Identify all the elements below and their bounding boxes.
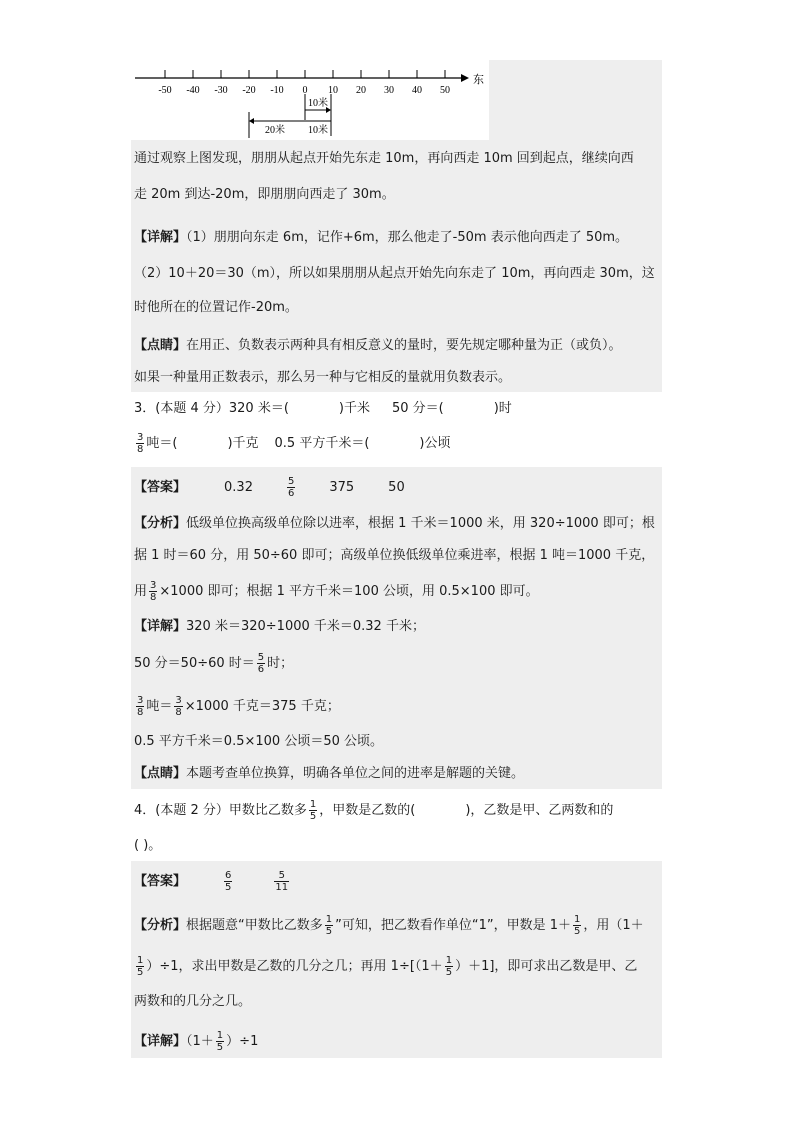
q3-detail-line-2: 50 分＝50÷60 时＝ $\frac{5}{6}$ 时； <box>134 652 294 675</box>
seg-label-10m-bottom: 10米 <box>308 125 328 136</box>
answer-1-fraction: $\frac{6}{5}$ <box>225 870 232 893</box>
q3-text-b: )千米 <box>338 401 370 416</box>
fraction-1-5: $\frac{1}{5}$ <box>137 955 144 978</box>
tick-label: 40 <box>412 85 422 96</box>
analysis-tag: 【分析】 <box>134 516 187 531</box>
q4-analysis-line-3: 两数和的几分之几。 <box>134 994 252 1009</box>
tick-label: -20 <box>242 85 256 96</box>
tick-label: 50 <box>440 85 450 96</box>
answer-tag: 【答案】 <box>134 874 187 889</box>
number-line-figure <box>131 60 491 140</box>
q3-question-line-1 <box>134 400 512 418</box>
tick-label: -30 <box>214 85 228 96</box>
observation-line-1: 通过观察上图发现，朋朋从起点开始先东走 10m，再向西走 10m 回到起点，继续向西 <box>134 151 634 166</box>
fraction-3-8: $\frac{3}{8}$ <box>175 695 182 718</box>
tick-label: -40 <box>186 85 200 96</box>
q3-analysis-line-2: 据 1 时＝60 分，用 50÷60 即可；高级单位换低级单位乘进率，根据 1 吨＝1000 千克， <box>134 548 655 563</box>
analysis-text: 低级单位换高级单位除以进率，根据 1 千米＝1000 米，用 320÷1000 即可；根 <box>186 516 655 531</box>
answer-tag: 【答案】 <box>134 480 187 495</box>
q4-question-line-1: 4．(本题 2 分）甲数比乙数多 $\frac{1}{5}$ ，甲数是乙数的( )，乙数是甲、乙两数和的 <box>134 799 614 822</box>
point-text: 在用正、负数表示两种具有相反意义的量时，要先规定哪种量为正（或负）。 <box>186 338 622 353</box>
point-tag: 【点睛】 <box>134 338 187 353</box>
tick-label: 10 <box>328 85 338 96</box>
east-label: 东 <box>473 74 484 86</box>
q2-point-line-1 <box>134 337 622 355</box>
q3-text-f: )千克 <box>227 436 259 451</box>
fraction-1-5: $\frac{1}{5}$ <box>325 914 333 937</box>
tick-label: -10 <box>270 85 284 96</box>
q4-analysis-line-1: 【分析】根据题意“甲数比乙数多 $\frac{1}{5}$ ”可知，把乙数看作单位“1”，甲数是 1＋ $\frac{1}{5}$ ，用（1＋ <box>134 914 644 937</box>
detail-text: （1）朋朋向东走 6m，记作+6m，那么他走了-50m 表示他向西走了 50m。 <box>186 230 629 245</box>
answer-1: 0.32 <box>224 480 253 495</box>
q3-detail-line-3: $\frac{3}{8}$ 吨＝ $\frac{3}{8}$ ×1000 千克＝375 千克； <box>137 695 340 718</box>
q3-analysis-line-3: 用 $\frac{3}{8}$ ×1000 即可；根据 1 平方千米＝100 公顷，用 0.5×100 即可。 <box>134 580 539 603</box>
seg-label-10m-top: 10米 <box>308 98 328 109</box>
q3-text-g: 0.5 平方千米＝( <box>274 436 370 451</box>
q2-detail-line-1 <box>134 229 628 247</box>
tick-label: 30 <box>384 85 394 96</box>
detail-tag: 【详解】 <box>134 619 187 634</box>
q3-analysis-line-1 <box>134 515 655 533</box>
q4-detail-line: 【详解】（1＋ $\frac{1}{5}$ ）÷1 <box>134 1030 259 1053</box>
point-text: 本题考查单位换算，明确各单位之间的进率是解题的关键。 <box>186 766 525 781</box>
q3-text-d: )时 <box>493 401 512 416</box>
q4-answer-line <box>134 870 291 893</box>
fraction-1-5: $\frac{1}{5}$ <box>216 1030 224 1053</box>
detail-text: 320 米＝320÷1000 千米＝0.32 千米； <box>186 619 425 634</box>
fraction-1-5: $\frac{1}{5}$ <box>574 914 581 937</box>
seg-label-20m: 20米 <box>265 125 285 136</box>
tick-label: -50 <box>158 85 172 96</box>
q3-text-h: )公顷 <box>419 436 451 451</box>
q3-answer-line <box>134 476 405 499</box>
q2-detail-line-3: 时他所在的位置记作-20m。 <box>134 300 298 315</box>
q3-detail-line-1 <box>134 618 425 636</box>
detail-tag: 【详解】 <box>134 1034 187 1049</box>
q4-question-line-2: ( )。 <box>134 838 162 853</box>
answer-3: 375 <box>329 480 355 495</box>
q3-point-line <box>134 765 524 783</box>
q3-text-c: 50 分＝( <box>391 401 444 416</box>
answer-4: 50 <box>388 480 405 495</box>
fraction-1-5: $\frac{1}{5}$ <box>309 799 317 822</box>
fraction-3-8: $\frac{3}{8}$ <box>137 432 144 455</box>
answer-2-fraction: $\frac{5}{11}$ <box>275 870 289 893</box>
q3-text-e: 吨＝( <box>146 436 178 451</box>
q3-question-line-2 <box>134 432 451 455</box>
tick-label: 0 <box>302 85 308 96</box>
q3-text-a: 3．(本题 4 分）320 米＝( <box>134 401 289 416</box>
point-tag: 【点睛】 <box>134 766 187 781</box>
q2-detail-line-2: （2）10＋20＝30（m），所以如果朋朋从起点开始先向东走了 10m，再向西走 30m，这 <box>134 266 655 281</box>
detail-tag: 【详解】 <box>134 230 187 245</box>
observation-line-2: 走 20m 到达-20m，即朋朋向西走了 30m。 <box>134 187 395 202</box>
q3-detail-line-4: 0.5 平方千米＝0.5×100 公顷＝50 公顷。 <box>134 734 383 749</box>
analysis-tag: 【分析】 <box>134 918 187 933</box>
answer-2-fraction: $\frac{5}{6}$ <box>287 476 295 499</box>
fraction-3-8: $\frac{3}{8}$ <box>137 695 144 718</box>
fraction-5-6: $\frac{5}{6}$ <box>257 652 265 675</box>
fraction-3-8: $\frac{3}{8}$ <box>150 580 157 603</box>
tick-label: 20 <box>356 85 366 96</box>
q2-point-line-2: 如果一种量用正数表示，那么另一种与它相反的量就用负数表示。 <box>134 370 512 385</box>
q4-analysis-line-2: $\frac{1}{5}$ ）÷1，求出甲数是乙数的几分之几；再用 1÷[（1＋ $\frac{1}{5}$ ）＋1]，即可求出乙数是甲、乙 <box>137 955 638 978</box>
fraction-1-5: $\frac{1}{5}$ <box>445 955 453 978</box>
